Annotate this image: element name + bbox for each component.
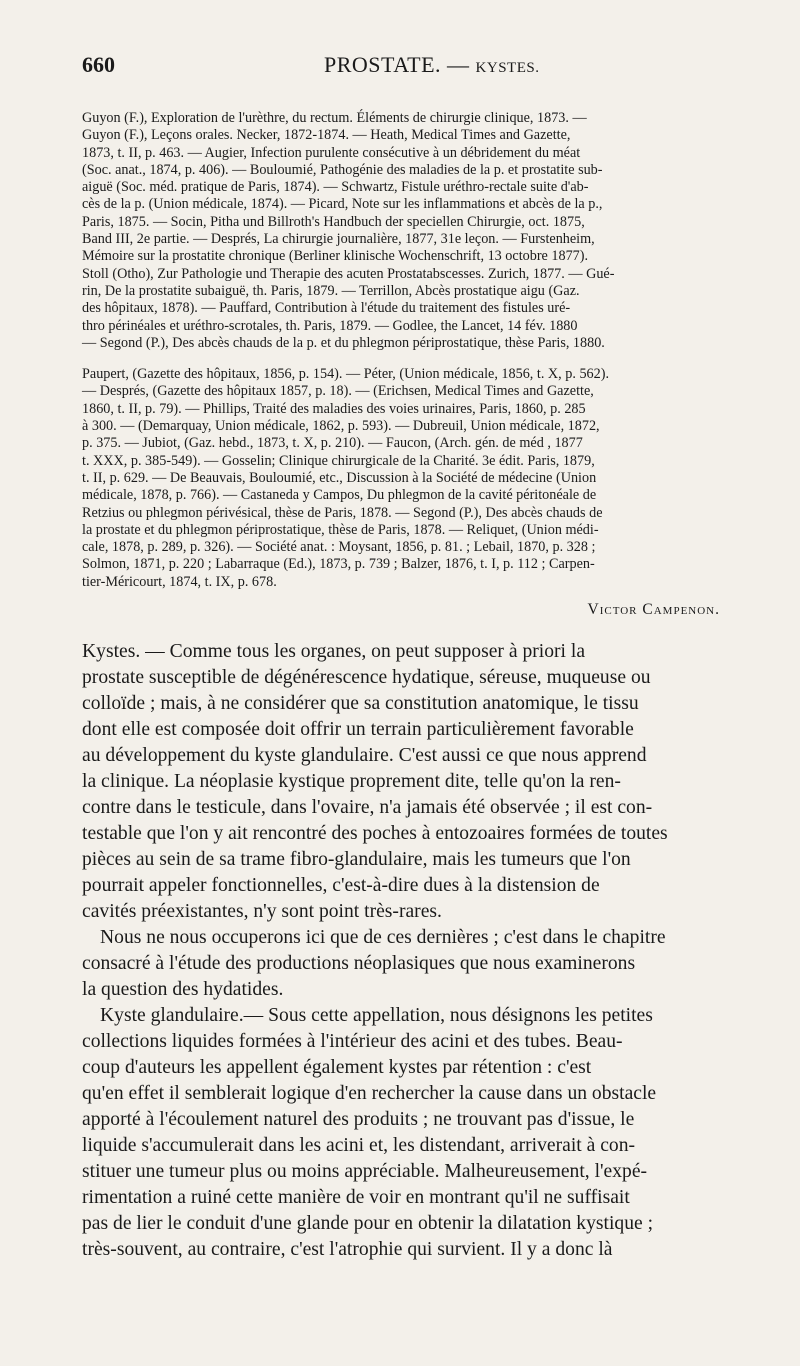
bib-line: Guyon (F.), Exploration de l'urèthre, du rectum. Éléments de chirurgie clinique, 1873. — (82, 110, 587, 126)
bib-line: p. 375. — Jubiot, (Gaz. hebd., 1873, t. X, p. 210). — Faucon, (Arch. gén. de méd , 1877 (82, 435, 583, 452)
bib-line: cale, 1878, p. 289, p. 326). — Société anat. : Moysant, 1856, p. 81. ; Lebail, 1870, p. 328 ; (82, 539, 596, 556)
bib-line: — Després, (Gazette des hôpitaux 1857, p. 18). — (Erichsen, Medical Times and Gazette, (82, 383, 594, 400)
page (0, 48, 800, 1366)
bib-line: à 300. — (Demarquay, Union médicale, 1862, p. 593). — Dubreuil, Union médicale, 1872, (82, 418, 600, 435)
bib-line: thro périnéales et uréthro-scrotales, th. Paris, 1879. — Godlee, the Lancet, 14 fév. 1880 (82, 317, 578, 334)
bib-line: rin, De la prostatite subaiguë, th. Paris, 1879. — Terrillon, Abcès prostatique aigu (Gaz. (82, 282, 580, 299)
bib-line: Paupert, (Gazette des hôpitaux, 1856, p. 154). — Péter, (Union médicale, 1856, t. X, p. 562). (82, 366, 610, 383)
text-line: colloïde ; mais, à ne considérer que sa constitution anatomique, le tissu (82, 693, 639, 715)
text-line: au développement du kyste glandulaire. C'est aussi ce que nous apprend (82, 745, 647, 767)
bib-line: Guyon (F.), Leçons orales. Necker, 1872-1874. — Heath, Medical Times and Gazette, (82, 127, 571, 144)
bib-line: 1860, t. II, p. 79). — Phillips, Traité des maladies des voies urinaires, Paris, 1860, p. 285 (82, 400, 586, 417)
text-line: rimentation a ruiné cette manière de voir en montrant qu'il ne suffisait (82, 1187, 630, 1209)
bib-line: (Soc. anat., 1874, p. 406). — Bouloumié, Pathogénie des maladies de la p. et prostatite sub- (82, 161, 603, 178)
bib-line: Solmon, 1871, p. 220 ; Labarraque (Ed.), 1873, p. 739 ; Balzer, 1876, t. I, p. 112 ; Carpen- (82, 556, 595, 573)
text-line: consacré à l'étude des productions néoplasiques que nous examinerons (82, 953, 636, 975)
text-line: pourrait appeler fonctionnelles, c'est-à-dire dues à la distension de (82, 875, 600, 897)
text-line: collections liquides formées à l'intérieur des acini et des tubes. Beau- (82, 1031, 623, 1053)
bib-line: Paris, 1875. — Socin, Pitha und Billroth's Handbuch der speciellen Chirurgie, oct. 1875, (82, 213, 585, 230)
paragraph-kyste-glandulaire (82, 1003, 760, 1263)
bib-line: cès de la p. (Union médicale, 1874). — Picard, Note sur les inflammations et abcès de la p., (82, 196, 603, 213)
text-line: qu'en effet il semblerait logique d'en rechercher la cause dans un obstacle (82, 1083, 657, 1105)
bib-line: aiguë (Soc. méd. pratique de Paris, 1874). — Schwartz, Fistule uréthro-rectale suite d'ab- (82, 179, 589, 196)
bib-line: t. II, p. 629. — De Beauvais, Bouloumié, etc., Discussion à la Société de médecine (Union (82, 469, 597, 486)
bib-line: la prostate et du phlegmon périprostatique, thèse de Paris, 1878. — Reliquet, (Union médi- (82, 521, 599, 538)
bib-line: Band III, 2e partie. — Després, La chirurgie journalière, 1877, 31e leçon. — Furstenheim, (82, 231, 595, 248)
paragraph-kystes (82, 639, 760, 925)
bib-line: t. XXX, p. 385-549). — Gosselin; Clinique chirurgicale de la Charité. 3e édit. Paris, 1879, (82, 452, 595, 469)
text-line: liquide s'accumulerait dans les acini et, les distendant, arriverait à con- (82, 1135, 636, 1157)
bib-line: Mémoire sur la prostatite chronique (Berliner klinische Wochenschrift, 13 octobre 1877). (82, 248, 589, 265)
text-line: cavités préexistantes, n'y sont point très-rares. (82, 901, 442, 923)
bibliography-block-1 (82, 110, 760, 352)
running-header (82, 48, 760, 100)
author-signature: Victor Campenon. (587, 601, 720, 619)
bib-line: 1873, t. II, p. 463. — Augier, Infection purulente consécutive à un débridement du méat (82, 144, 581, 161)
text-line: prostate susceptible de dégénérescence hydatique, séreuse, muqueuse ou (82, 667, 651, 689)
text-line: coup d'auteurs les appellent également kystes par rétention : c'est (82, 1057, 592, 1079)
text-line: Nous ne nous occuperons ici que de ces dernières ; c'est dans le chapitre (100, 927, 666, 949)
bib-line: — Segond (P.), Des abcès chauds de la p. et du phlegmon périprostatique, thèse Paris, 1880. (82, 334, 605, 351)
running-title-sub: KYSTES. (475, 60, 540, 76)
text-line: apporté à l'écoulement naturel des produits ; ne trouvant pas d'issue, le (82, 1109, 635, 1131)
running-title: PROSTATE. — KYSTES. (324, 52, 540, 77)
text-line: dont elle est composée doit offrir un terrain particulièrement favorable (82, 719, 634, 741)
bib-line: Stoll (Otho), Zur Pathologie und Therapie des acuten Prostatabscesses. Zurich, 1877. — Gué- (82, 265, 615, 282)
text-line: très-souvent, au contraire, c'est l'atrophie qui survient. Il y a donc là (82, 1239, 613, 1261)
paragraph-hydatides (82, 925, 760, 1003)
bib-line: des hôpitaux, 1878). — Pauffard, Contribution à l'étude du traitement des fistules uré- (82, 300, 571, 317)
text-line: stituer une tumeur plus ou moins appréciable. Malheureusement, l'expé- (82, 1161, 648, 1183)
text-line: contre dans le testicule, dans l'ovaire, n'a jamais été observée ; il est con- (82, 797, 653, 819)
bibliography-block-2 (82, 366, 760, 591)
text-line: testable que l'on y ait rencontré des poches à entozoaires formées de toutes (82, 823, 668, 845)
bib-line: Retzius ou phlegmon périvésical, thèse de Paris, 1878. — Segond (P.), Des abcès chauds de (82, 504, 603, 521)
text-line: Kystes. — Comme tous les organes, on peut supposer à priori la (82, 641, 586, 663)
text-line: pas de lier le conduit d'une glande pour en obtenir la dilatation kystique ; (82, 1213, 654, 1235)
bib-line: médicale, 1878, p. 766). — Castaneda y Campos, Du phlegmon de la cavité péritonéale de (82, 487, 597, 504)
bib-line: tier-Méricourt, 1874, t. IX, p. 678. (82, 573, 277, 590)
page-number: 660 (82, 52, 115, 77)
text-line: Kyste glandulaire.— Sous cette appellation, nous désignons les petites (100, 1005, 653, 1027)
main-text (82, 639, 760, 1263)
text-line: pièces au sein de sa trame fibro-glandulaire, mais les tumeurs que l'on (82, 849, 631, 871)
text-line: la question des hydatides. (82, 979, 284, 1001)
text-line: la clinique. La néoplasie kystique proprement dite, telle qu'on la ren- (82, 771, 621, 793)
